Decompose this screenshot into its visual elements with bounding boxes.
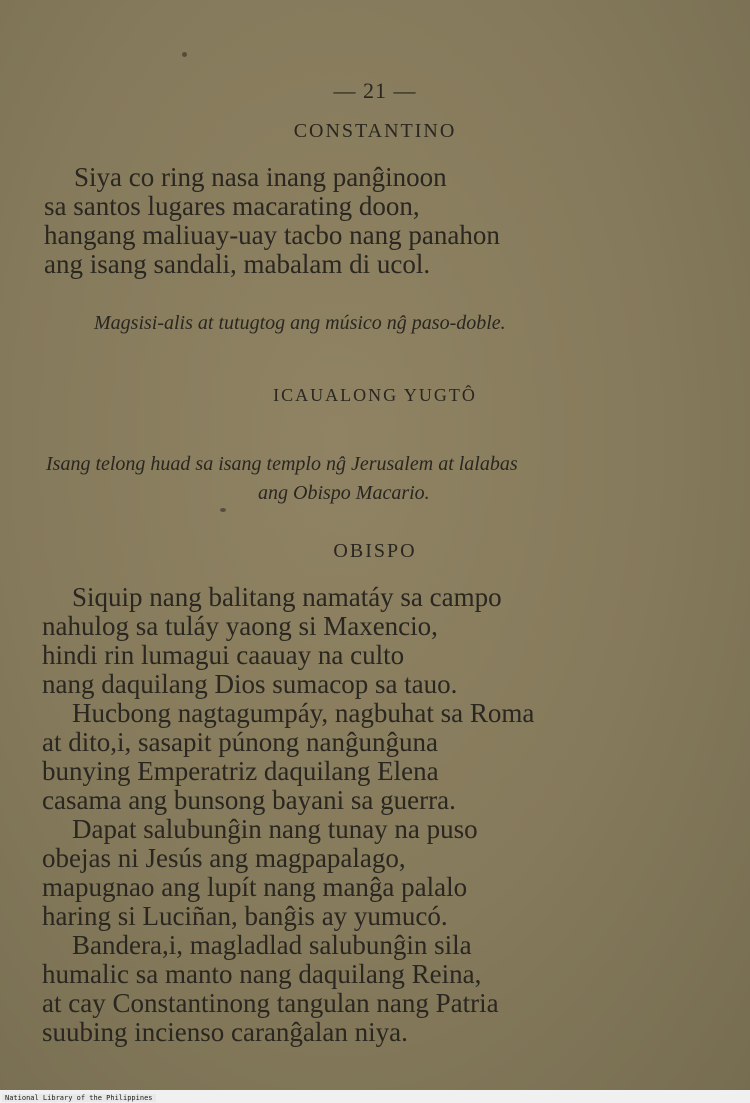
ink-speck xyxy=(220,508,226,512)
verse-line: obejas ni Jesús ang magpapalago, xyxy=(42,843,406,873)
verse-line: hangang maliuay-uay tacbo nang panahon xyxy=(44,220,500,250)
library-footer: National Library of the Philippines xyxy=(2,1094,156,1102)
verse-line: Dapat salubunĝin nang tunay na puso xyxy=(72,814,478,844)
verse-line: at dito,i, sasapit púnong nanĝunĝuna xyxy=(42,727,438,757)
verse-line: Bandera,i, magladlad salubunĝin sila xyxy=(72,930,472,960)
verse-line: Siya co ring nasa inang panĝinoon xyxy=(74,162,447,192)
verse-line: nang daquilang Dios sumacop sa tauo. xyxy=(42,669,458,699)
stage-direction: Magsisi-alis at tutugtog ang músico nĝ paso-doble. xyxy=(94,312,506,334)
ink-speck xyxy=(182,52,187,57)
verse-line: ang isang sandali, mabalam di ucol. xyxy=(44,249,431,279)
scene-direction-line-1: Isang telong huad sa isang templo nĝ Jerusalem at lalabas xyxy=(46,453,518,475)
act-heading: ICAUALONG YUGTÔ xyxy=(273,385,477,405)
scene-direction-line-2: ang Obispo Macario. xyxy=(258,482,430,504)
verse-line: casama ang bunsong bayani sa guerra. xyxy=(42,785,456,815)
verse-line: suubing incienso caranĝalan niya. xyxy=(42,1017,408,1047)
verse-line: Siquip nang balitang namatáy sa campo xyxy=(72,582,502,612)
verse-line: at cay Constantinong tangulan nang Patria xyxy=(42,988,499,1018)
verse-line: hindi rin lumagui caauay na culto xyxy=(42,640,405,670)
verse-line: mapugnao ang lupít nang manĝa palalo xyxy=(42,872,468,902)
page-number: — 21 — xyxy=(333,78,417,103)
speaker-heading-obispo: OBISPO xyxy=(333,540,417,562)
verse-line: sa santos lugares macarating doon, xyxy=(44,191,420,221)
verse-line: nahulog sa tuláy yaong si Maxencio, xyxy=(42,611,438,641)
verse-line: bunying Emperatriz daquilang Elena xyxy=(42,756,439,786)
verse-block-constantino xyxy=(44,163,684,279)
speaker-heading-constantino: CONSTANTINO xyxy=(293,120,457,142)
verse-line: humalic sa manto nang daquilang Reina, xyxy=(42,959,482,989)
verse-line: Hucbong nagtagumpáy, nagbuhat sa Roma xyxy=(72,698,535,728)
verse-line: haring si Luciñan, banĝis ay yumucó. xyxy=(42,901,448,931)
verse-block-obispo xyxy=(42,583,682,1047)
